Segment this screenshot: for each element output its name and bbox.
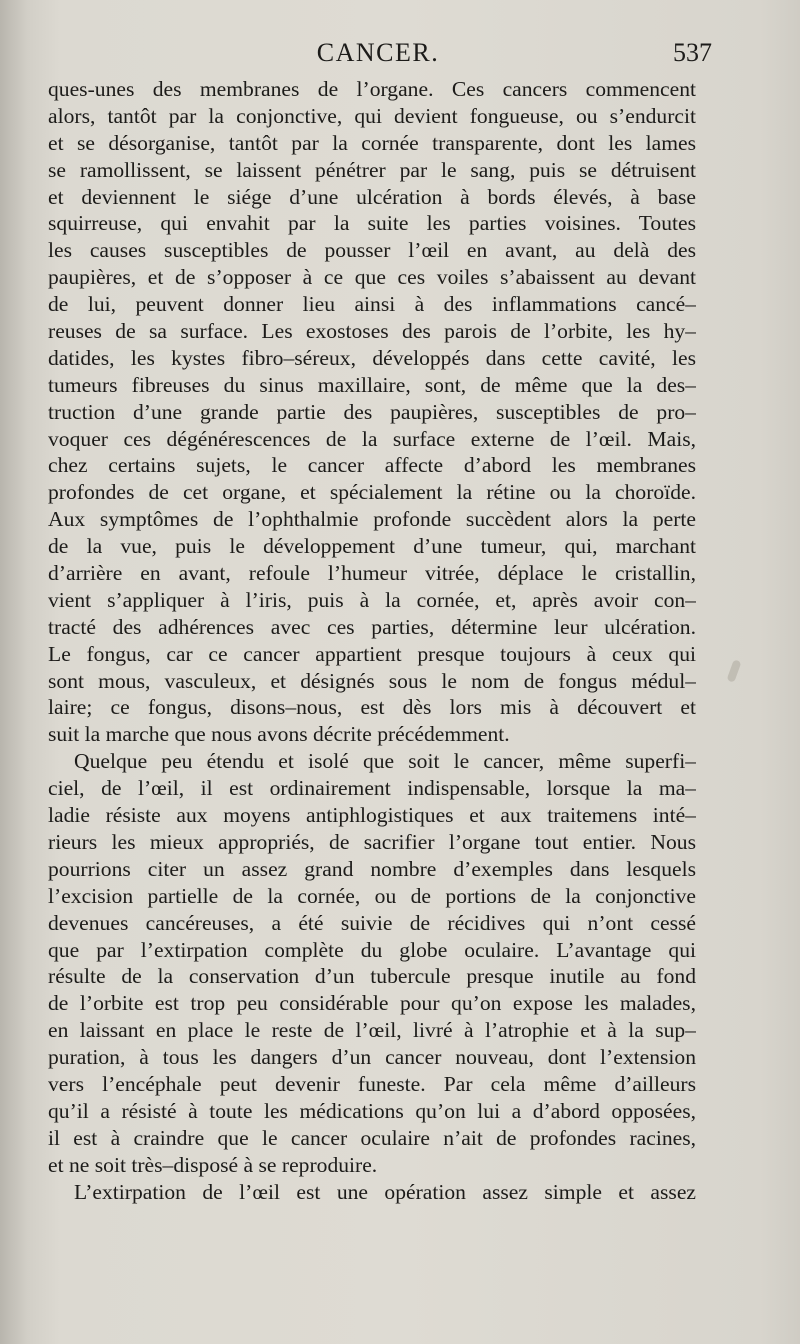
text-line: tumeurs fibreuses du sinus maxillaire, sont, de même que la des– xyxy=(48,372,696,397)
body-text xyxy=(48,76,696,1205)
text-line: vers l’encéphale peut devenir funeste. Par cela même d’ailleurs xyxy=(48,1071,696,1096)
running-title: CANCER. xyxy=(316,38,440,67)
text-line: de l’orbite est trop peu considérable pour qu’on expose les malades, xyxy=(48,991,696,1016)
text-line: alors, tantôt par la conjonctive, qui devient fongueuse, ou s’endurcit xyxy=(48,103,696,128)
text-line: sont mous, vasculeux, et désignés sous le nom de fongus médul– xyxy=(48,668,696,693)
text-line: et ne soit très–disposé à se reproduire. xyxy=(48,1152,378,1177)
paragraph xyxy=(48,76,696,748)
text-line: reuses de sa surface. Les exostoses des parois de l’orbite, les hy– xyxy=(48,319,696,344)
text-line: en laissant en place le reste de l’œil, livré à l’atrophie et à la sup– xyxy=(48,1018,696,1043)
text-line: Quelque peu étendu et isolé que soit le cancer, même superfi– xyxy=(74,749,696,774)
text-line: ladie résiste aux moyens antiphlogistiques et aux traitemens inté– xyxy=(48,803,696,828)
text-line: Aux symptômes de l’ophthalmie profonde succèdent alors la perte xyxy=(48,507,696,532)
text-line: l’excision partielle de la cornée, ou de portions de la conjonctive xyxy=(48,883,696,908)
text-line: vient s’appliquer à l’iris, puis à la cornée, et, après avoir con– xyxy=(48,587,696,612)
text-line: suit la marche que nous avons décrite précédemment. xyxy=(48,722,510,747)
text-line: et deviennent le siége d’une ulcération à bords élevés, à base xyxy=(48,184,696,209)
text-line: ques-unes des membranes de l’organe. Ces cancers commencent xyxy=(48,77,696,101)
text-line: qu’il a résisté à toute les médications qu’on lui a d’abord opposées, xyxy=(48,1098,696,1123)
text-line: et se désorganise, tantôt par la cornée transparente, dont les lames xyxy=(48,130,696,155)
text-line: devenues cancéreuses, a été suivie de récidives qui n’ont cessé xyxy=(48,910,696,935)
text-line: pourrions citer un assez grand nombre d’exemples dans lesquels xyxy=(48,856,696,881)
text-line: ciel, de l’œil, il est ordinairement indispensable, lorsque la ma– xyxy=(48,776,696,801)
text-line: datides, les kystes fibro–séreux, développés dans cette cavité, les xyxy=(48,345,696,370)
text-line: Le fongus, car ce cancer appartient presque toujours à ceux qui xyxy=(48,641,696,666)
paragraph xyxy=(48,1179,696,1206)
page-number: 537 xyxy=(673,38,712,67)
text-line: les causes susceptibles de pousser l’œil en avant, au delà des xyxy=(48,238,696,263)
text-line: il est à craindre que le cancer oculaire n’ait de profondes racines, xyxy=(48,1125,696,1150)
text-line: rieurs les mieux appropriés, de sacrifier l’organe tout entier. Nous xyxy=(48,829,696,854)
text-line: profondes de cet organe, et spécialement la rétine ou la choroïde. xyxy=(48,480,696,505)
text-line: voquer ces dégénérescences de la surface externe de l’œil. Mais, xyxy=(48,426,696,451)
paper-smudge xyxy=(726,659,741,682)
text-line: chez certains sujets, le cancer affecte d’abord les membranes xyxy=(48,453,696,478)
text-line: truction d’une grande partie des paupières, susceptibles de pro– xyxy=(48,399,696,424)
text-line: de lui, peuvent donner lieu ainsi à des inflammations cancé– xyxy=(48,292,696,317)
text-line: puration, à tous les dangers d’un cancer nouveau, dont l’extension xyxy=(48,1045,696,1070)
text-line: de la vue, puis le développement d’une tumeur, qui, marchant xyxy=(48,534,696,559)
text-line: résulte de la conservation d’un tubercule presque inutile au fond xyxy=(48,964,696,989)
text-line: se ramollissent, se laissent pénétrer par le sang, puis se détruisent xyxy=(48,157,696,182)
text-line: d’arrière en avant, refoule l’humeur vitrée, déplace le cristallin, xyxy=(48,561,696,586)
text-line: tracté des adhérences avec ces parties, détermine leur ulcération. xyxy=(48,614,696,639)
paragraph xyxy=(48,748,696,1178)
text-line: L’extirpation de l’œil est une opération assez simple et assez xyxy=(74,1179,696,1204)
text-line: squirreuse, qui envahit par la suite les parties voisines. Toutes xyxy=(48,211,696,236)
text-line: paupières, et de s’opposer à ce que ces voiles s’abaissent au devant xyxy=(48,265,696,290)
text-line: laire; ce fongus, disons–nous, est dès lors mis à découvert et xyxy=(48,695,696,720)
page-header xyxy=(48,38,712,78)
text-line: que par l’extirpation complète du globe oculaire. L’avantage qui xyxy=(48,937,696,962)
